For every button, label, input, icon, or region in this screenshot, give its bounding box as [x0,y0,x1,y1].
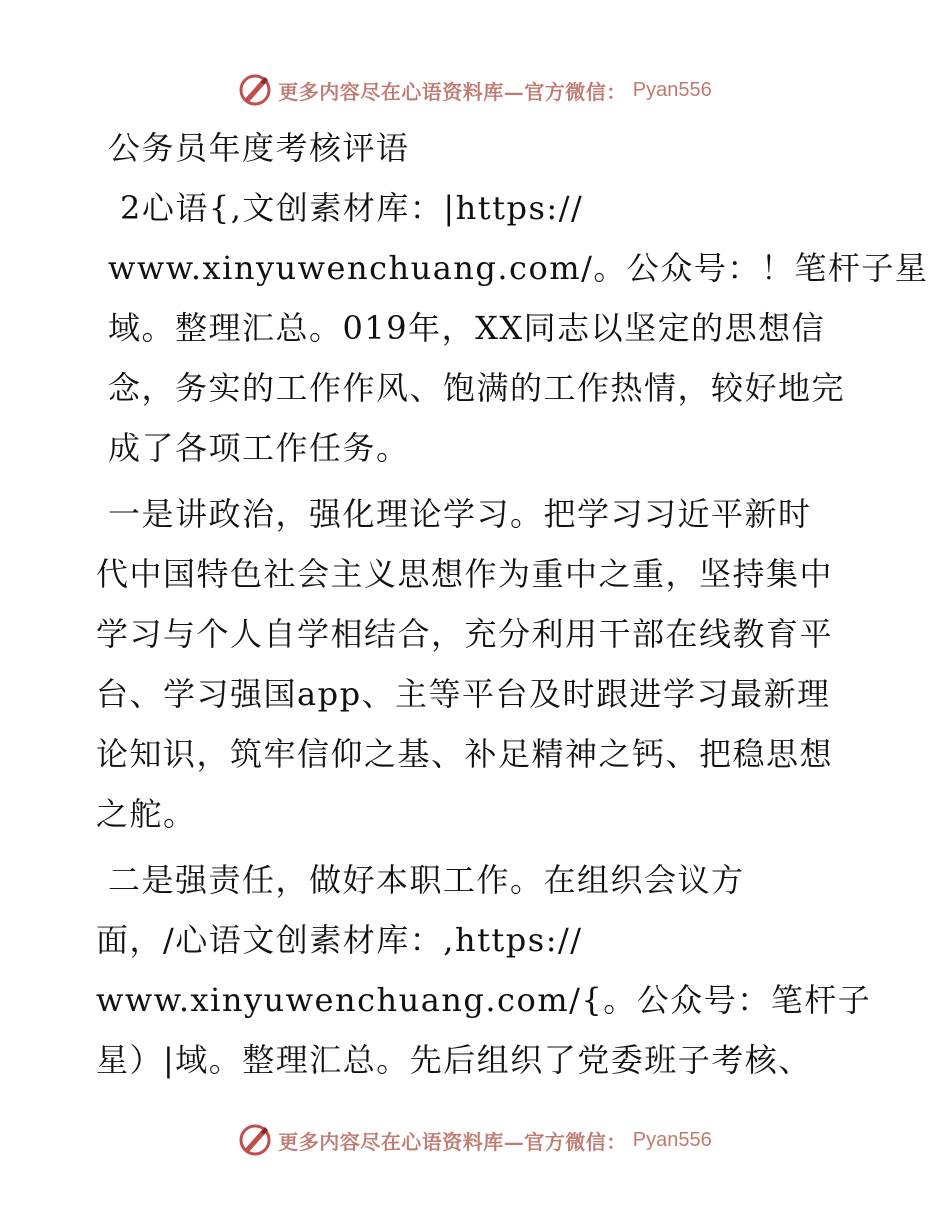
text-line: 念，务实的工作作风、饱满的工作热情，较好地完 [108,369,846,407]
text-line: 学习与个人自学相结合，充分利用干部在线教育平 [96,615,834,653]
text-line: 二是强责任，做好本职工作。在组织会议方 [108,861,745,899]
paragraph-responsibility [96,850,872,1090]
text-line: 之舵。 [96,795,197,833]
text-line: www.xinyuwenchuang.com/{。公众号：笔杆子 [96,981,872,1019]
banner-text: 更多内容尽在心语资料库—官方微信： [278,79,627,104]
text-line: 2心语{,文创素材库：|https:// [120,189,584,227]
text-line: 域。整理汇总。019年，XX同志以坚定的思想信 [108,309,826,347]
footer-watermark-banner [0,1120,950,1160]
banner-wechat-id: Pyan556 [632,1128,712,1151]
document-body [96,118,929,1096]
text-line: 面，/心语文创素材库：,https:// [96,921,583,959]
text-line: www.xinyuwenchuang.com/。公众号：！笔杆子星 [108,249,929,287]
text-line: 论知识，筑牢信仰之基、补足精神之钙、把稳思想 [96,735,834,773]
paragraph-intro [96,178,929,478]
text-line: 星）|域。整理汇总。先后组织了党委班子考核、 [96,1041,812,1079]
text-line: 一是讲政治，强化理论学习。把学习习近平新时 [108,495,812,533]
pen-logo-icon [238,73,272,107]
banner-text: 更多内容尽在心语资料库—官方微信： [278,1129,627,1154]
text-line: 代中国特色社会主义思想作为重中之重，坚持集中 [96,555,834,593]
paragraph-politics [96,484,856,844]
header-watermark-banner [0,70,950,110]
text-line: 成了各项工作任务。 [108,429,410,467]
document-title: 公务员年度考核评语 [108,129,410,167]
text-line: 台、学习强国app、主等平台及时跟进学习最新理 [96,675,831,713]
banner-wechat-id: Pyan556 [632,78,712,101]
pen-logo-icon [238,1123,272,1157]
